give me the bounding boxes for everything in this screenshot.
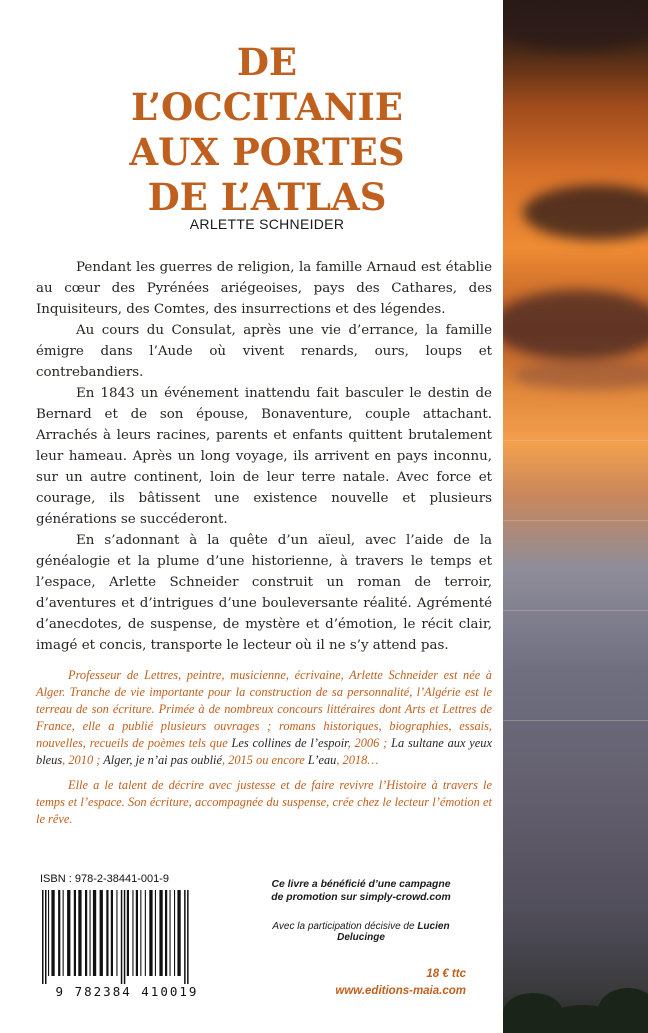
barcode-bar: [155, 890, 156, 976]
book-title-line: DE L’ATLAS: [147, 175, 387, 219]
participation-note: [254, 921, 468, 943]
barcode-bar: [132, 890, 133, 976]
work-title: L’eau: [307, 753, 337, 767]
barcode-bar: [124, 890, 126, 984]
work-title: Les collines de l’espoir: [231, 736, 348, 750]
barcode-bar: [100, 890, 103, 976]
synopsis-paragraph: En s’adonnant à la quête d’un aïeul, avec l’aide de la généalogie et la plume d’une historienne, à travers le temps et l’espace, Arlette Schneider construit un roman de terroir, d’aventures et d’intrigues d’une bouleversante réalité. Agrémenté d’anecdotes, de suspense, de mystère et d’émotion, le récit clair, imagé et concis, transporte le lecteur où il ne s’y attend pas.: [36, 533, 492, 653]
author-bio: [36, 667, 492, 836]
cloud-shape: [503, 290, 648, 360]
promotion-line: Ce livre a bénéficié d’une campagne: [271, 879, 451, 890]
work-year: , 2018…: [336, 753, 379, 767]
promotion-line: de promotion sur simply-crowd.com: [271, 892, 451, 903]
barcode-bar: [140, 890, 141, 976]
book-title-line: L’OCCITANIE: [130, 85, 403, 129]
publisher-website: www.editions-maia.com: [335, 985, 466, 997]
barcode-bar: [111, 890, 113, 976]
synopsis: [36, 257, 492, 656]
author-bio-paragraph: [36, 667, 492, 769]
author-bio-paragraph: Elle a le talent de décrire avec justesse et de faire revivre l’Histoire à travers le temps et l’espace. Son écriture, accompagnée du suspense, crée chez le lecteur l’émotion et le rêve.: [36, 778, 492, 826]
barcode-bars: [38, 890, 216, 984]
participation-name: Lucien Delucinge: [337, 921, 450, 943]
barcode-bar: [42, 890, 44, 984]
work-year: , 2006 ;: [347, 736, 392, 750]
barcode-bar: [165, 890, 167, 976]
participation-prefix: Avec la participation décisive de: [272, 921, 418, 932]
barcode-bar: [78, 890, 81, 976]
wave-line: [503, 610, 648, 611]
cloud-shape: [513, 360, 648, 390]
work-title: Alger, je n’ai pas oublié: [103, 753, 222, 767]
barcode-bar: [136, 890, 138, 976]
barcode-bar: [51, 890, 54, 976]
barcode-bar: [63, 890, 64, 976]
synopsis-paragraph: Pendant les guerres de religion, la famille Arnaud est établie au cœur des Pyrénées ariégeoises, pays des Cathares, des Inquisiteurs, des Comtes, des insurrections et des légendes.: [36, 260, 492, 317]
barcode-bar: [174, 890, 175, 976]
author-name: ARLETTE SCHNEIDER: [189, 216, 345, 232]
synopsis-paragraph: Au cours du Consulat, après une vie d’errance, la famille émigre dans l’Aude où vivent renards, ours, loups et contrebandiers.: [36, 323, 492, 380]
barcode-bar: [177, 890, 180, 976]
barcode-digits: 9 782384 410019: [55, 984, 199, 999]
barcode-bar: [149, 890, 152, 976]
synopsis-paragraph: En 1843 un événement inattendu fait basculer le destin de Bernard et de son épouse, Bonaventure, couple attachant. Arrachés à leurs racines, parents et enfants quittent brutalement leur hameau. Après un long voyage, ils arrivent en pays inconnu, sur un autre continent, loin de leur terre natale. Avec force et courage, ils bâtissent une existence nouvelle et plusieurs générations se succéderont.: [36, 386, 492, 527]
work-year: , 2015 ou encore: [221, 753, 308, 767]
barcode-bar: [90, 890, 91, 976]
barcode-bar: [74, 890, 76, 976]
barcode-bar: [145, 890, 146, 976]
book-title-line: AUX PORTES: [129, 130, 405, 174]
barcode-bar: [93, 890, 96, 976]
barcode-bar: [58, 890, 60, 976]
shrub-silhouette: [598, 988, 648, 1033]
barcode-bar: [116, 890, 117, 976]
barcode-bar: [121, 890, 123, 984]
barcode-bar: [184, 890, 186, 984]
book-title: [30, 40, 504, 220]
bio-text: Professeur de Lettres, peintre, musicienne, écrivaine, Arlette Schneider est née à Alger. Tranche de vie importante pour la construction de sa personnalité, l’Algérie est le terreau de son écriture. Primée à de nombreux concours littéraires dont Arts et Lettres de France, elle a publié plusieurs ouvrages ; romans historiques, biographies, essais, nouvelles, recueils de poèmes tels que: [36, 668, 492, 750]
barcode-bar: [159, 890, 162, 976]
barcode-bar: [85, 890, 87, 976]
promotion-note: [254, 878, 468, 904]
barcode-bar: [187, 890, 189, 984]
barcode-bar: [45, 890, 47, 984]
cover-photo-strip: [503, 0, 648, 1033]
wave-line: [503, 720, 648, 721]
barcode: [38, 890, 216, 1000]
price-label: 18 € ttc: [426, 968, 466, 980]
book-title-line: DE: [236, 40, 298, 84]
horizon-line: [503, 440, 648, 441]
work-year: , 2010 ;: [62, 753, 101, 767]
barcode-bar: [170, 890, 171, 976]
work-title: La sultane aux yeux bleus: [36, 736, 492, 767]
barcode-bar: [48, 890, 49, 976]
barcode-bar: [67, 890, 70, 976]
cloud-shape: [523, 185, 648, 240]
barcode-bar: [106, 890, 108, 976]
cloud-shape: [503, 0, 648, 50]
isbn-label: ISBN : 978-2-38441-001-9: [40, 873, 170, 885]
barcode-bar: [127, 890, 129, 976]
wave-line: [503, 520, 648, 521]
